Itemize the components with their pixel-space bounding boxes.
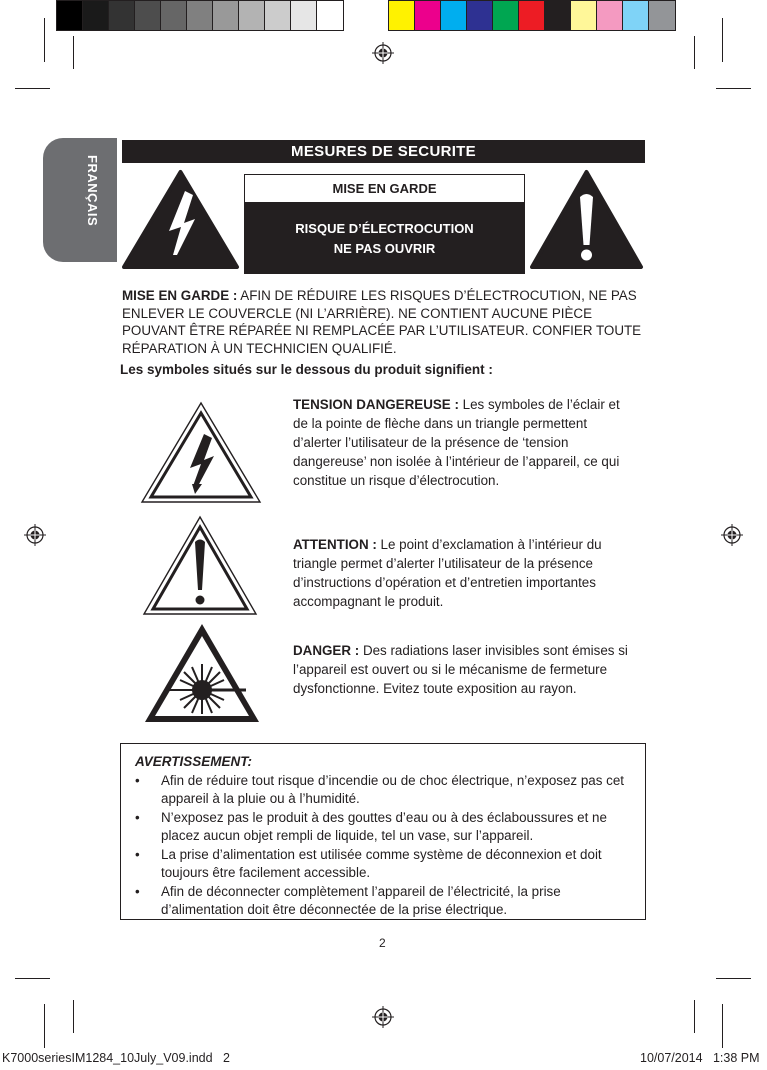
file-slug: K7000seriesIM1284_10July_V09.indd 2	[2, 1051, 230, 1065]
lightning-triangle-icon	[121, 169, 240, 270]
symbol-text: Des radiations laser invisibles sont émises si l’appareil est ouvert ou si le mécanisme de fermeture dysfonctionne. Evitez toute exposition au rayon.	[293, 643, 628, 696]
warning-label-line: RISQUE D’ÉLECTROCUTION	[295, 221, 474, 236]
caution-text: AFIN DE RÉDUIRE LES RISQUES D’ÉLECTROCUTION, NE PAS ENLEVER LE COUVERCLE (NI L’ARRIÈRE). NE CONTIENT AUCUNE PIÈCE POUVANT ÊTRE RÉPARÉE NI REMPLACÉE PAR L’UTILISATEUR. CONFIER TOUTE RÉPARATION À UN TECHNICIEN QUALIFIÉ.	[122, 288, 642, 356]
color-swatch	[161, 1, 187, 30]
exclamation-triangle-icon	[140, 512, 260, 618]
color-swatch	[239, 1, 265, 30]
crop-mark	[73, 1000, 74, 1033]
page-number: 2	[379, 936, 386, 950]
section-title: MESURES DE SECURITE	[122, 140, 645, 163]
warning-list	[135, 772, 631, 918]
color-swatch	[519, 1, 545, 30]
color-swatch	[57, 1, 83, 30]
color-swatch	[467, 1, 493, 30]
process-color-bar	[388, 0, 676, 31]
date-slug: 10/07/2014 1:38 PM	[640, 1051, 760, 1065]
symbol-description	[293, 535, 638, 611]
warning-box	[120, 743, 646, 920]
color-swatch	[213, 1, 239, 30]
list-item-text: N’exposez pas le produit à des gouttes d’eau ou à des éclaboussures et ne placez aucun objet rempli de liquide, tel un vase, sur l’appareil.	[161, 810, 607, 843]
symbol-label: TENSION DANGEREUSE :	[293, 397, 459, 412]
list-item	[135, 846, 631, 881]
crop-mark	[694, 1000, 695, 1033]
symbol-description	[293, 395, 638, 490]
list-item-text: La prise d’alimentation est utilisée comme système de déconnexion et doit toujours être facilement accessible.	[161, 847, 602, 880]
warning-box-title: AVERTISSEMENT:	[135, 754, 253, 769]
crop-mark	[15, 978, 50, 979]
color-swatch	[135, 1, 161, 30]
crop-mark	[722, 1004, 723, 1048]
symbol-description	[293, 641, 638, 698]
caution-paragraph	[122, 287, 647, 357]
symbol-label: DANGER :	[293, 643, 360, 658]
symbol-text: Les symboles de l’éclair et de la pointe de flèche dans un triangle permettent d’alerter l’utilisateur de la présence de ‘tension dangereuse’ non isolée à l’intérieur de l’appareil, ce qui constitue un risque d’électrocution.	[293, 397, 620, 488]
caution-label: MISE EN GARDE :	[122, 288, 238, 303]
crop-mark	[694, 36, 695, 69]
list-item	[135, 772, 631, 807]
bullet: •	[135, 847, 140, 862]
list-item	[135, 809, 631, 844]
color-swatch	[571, 1, 597, 30]
bullet: •	[135, 884, 140, 899]
color-swatch	[623, 1, 649, 30]
registration-mark-icon	[372, 1006, 394, 1028]
bullet: •	[135, 810, 140, 825]
language-tab-label: FRANÇAIS	[85, 155, 100, 227]
symbol-label: ATTENTION :	[293, 537, 377, 552]
registration-mark-icon	[24, 524, 46, 546]
warning-label-body	[245, 203, 524, 259]
color-swatch	[265, 1, 291, 30]
crop-mark	[73, 36, 74, 69]
symbols-heading: Les symboles situés sur le dessous du produit signifient :	[120, 362, 493, 377]
crop-mark	[44, 1004, 45, 1048]
color-swatch	[597, 1, 623, 30]
crop-mark	[716, 88, 751, 89]
exclamation-triangle-icon	[529, 169, 644, 270]
crop-mark	[716, 978, 751, 979]
grayscale-color-bar	[56, 0, 344, 31]
bullet: •	[135, 773, 140, 788]
crop-mark	[722, 18, 723, 62]
color-swatch	[83, 1, 109, 30]
color-swatch	[187, 1, 213, 30]
crop-mark	[44, 18, 45, 62]
warning-label-line: NE PAS OUVRIR	[333, 241, 436, 256]
color-swatch	[109, 1, 135, 30]
color-swatch	[317, 1, 343, 30]
color-swatch	[441, 1, 467, 30]
laser-triangle-icon	[142, 620, 262, 726]
color-swatch	[545, 1, 571, 30]
list-item	[135, 883, 631, 918]
crop-mark	[15, 88, 50, 89]
warning-label	[244, 174, 525, 274]
color-swatch	[649, 1, 675, 30]
color-swatch	[389, 1, 415, 30]
color-swatch	[415, 1, 441, 30]
warning-label-header: MISE EN GARDE	[245, 175, 524, 203]
color-swatch	[291, 1, 317, 30]
color-swatch	[493, 1, 519, 30]
symbol-text: Le point d’exclamation à l’intérieur du triangle permet d’alerter l’utilisateur de la présence d’instructions d’opération et d’entretien importantes accompagnant le produit.	[293, 537, 602, 609]
lightning-triangle-icon	[138, 398, 264, 506]
registration-mark-icon	[721, 524, 743, 546]
registration-mark-icon	[372, 42, 394, 64]
list-item-text: Afin de déconnecter complètement l’appareil de l’électricité, la prise d’alimentation doit être déconnectée de la prise électrique.	[161, 884, 561, 917]
list-item-text: Afin de réduire tout risque d’incendie ou de choc électrique, n’exposez pas cet appareil à la pluie ou à l’humidité.	[161, 773, 625, 806]
